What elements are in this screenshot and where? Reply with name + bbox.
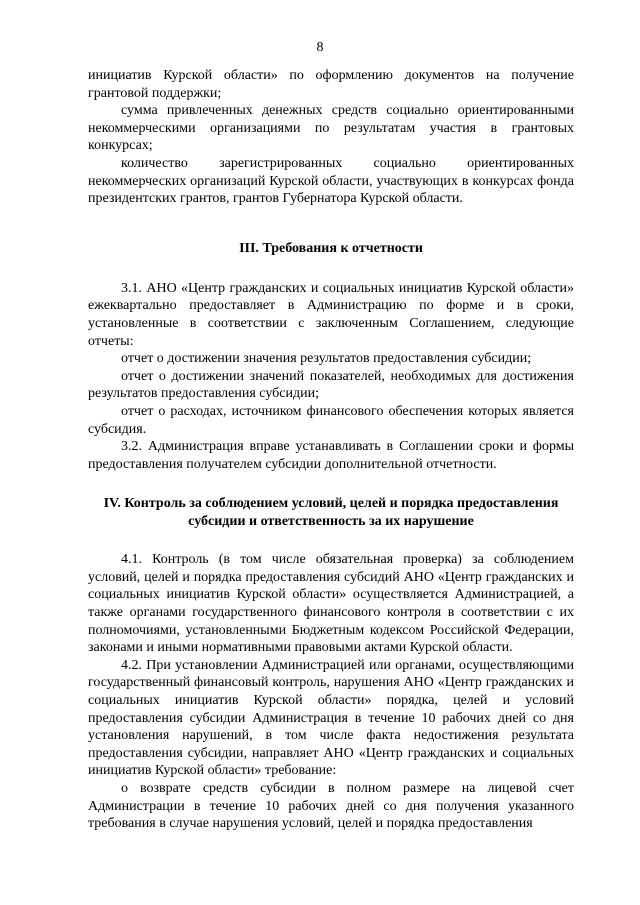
paragraph: 3.1. АНО «Центр гражданских и социальных инициатив Курской области» ежеквартально предоставляет в Администрацию по форме и в сроки, установленные в соответствии с заключенным Соглашением, следующие отчеты: (88, 280, 574, 349)
paragraph: отчет о расходах, источником финансового обеспечения которых является субсидия. (88, 403, 574, 437)
paragraph: 4.2. При установлении Администрацией или органами, осуществляющими государственный финансовый контроль, нарушения АНО «Центр гражданских и социальных инициатив Курской области» порядка, целей и условий предоставления субсидии Администрация в течение 10 рабочих дней со дня установления нарушений, в том числе факта недостижения результата предоставления субсидии, направляет АНО «Центр гражданских и социальных инициатив Курской области» требование: (88, 657, 574, 779)
section-heading: III. Требования к отчетности (239, 240, 423, 256)
paragraph: сумма привлеченных денежных средств социально ориентированными некоммерческими организациями по результатам участия в грантовых конкурсах; (88, 103, 574, 154)
document-body (88, 67, 574, 833)
section-heading: IV. Контроль за соблюдением условий, целей и порядка предоставления субсидии и ответственность за их нарушение (103, 496, 559, 530)
paragraph: отчет о достижении значения результатов предоставления субсидии; (121, 351, 532, 367)
paragraph: отчет о достижении значений показателей, необходимых для достижения результатов предоставления субсидии; (88, 368, 574, 402)
paragraph: 4.1. Контроль (в том числе обязательная проверка) за соблюдением условий, целей и порядка предоставления субсидий АНО «Центр гражданских и социальных инициатив Курской области» осуществляется Администрацией, а также органами государственного финансового контроля в соответствии с их полномочиями, установленными Бюджетным кодексом Российской Федерации, законами и иными нормативными правовыми актами Курской области. (88, 552, 574, 656)
paragraph: о возврате средств субсидии в полном размере на лицевой счет Администрации в течение 10 рабочих дней со дня получения указанного требования в случае нарушения условий, целей и порядка предоставления (88, 781, 574, 832)
page-number: 8 (316, 40, 324, 55)
paragraph: количество зарегистрированных социально ориентированных некоммерческих организаций Курской области, участвующих в конкурсах фонда президентских грантов, грантов Губернатора Курской области. (88, 155, 574, 207)
paragraph: инициатив Курской области» по оформлению документов на получение грантовой поддержки; (88, 68, 574, 101)
paragraph: 3.2. Администрация вправе устанавливать в Соглашении сроки и формы предоставления получателем субсидии дополнительной отчетности. (88, 439, 574, 472)
